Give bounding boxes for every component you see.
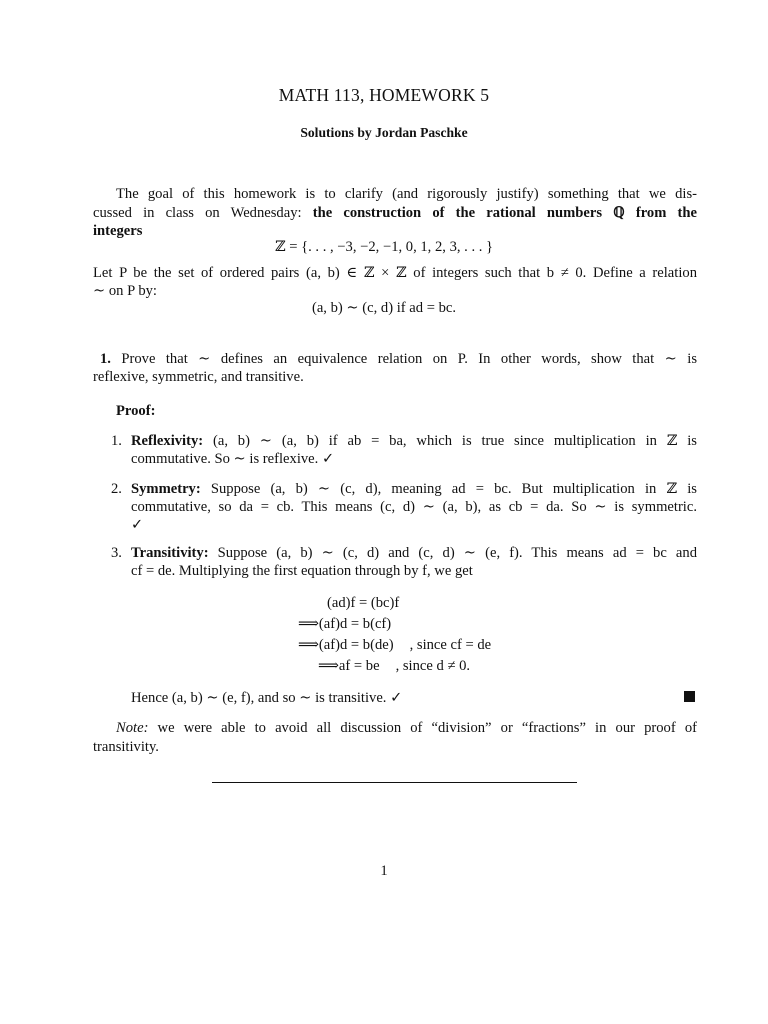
author-line: Solutions by Jordan Paschke xyxy=(300,125,468,140)
intro-line-2-text: cussed in class on Wednesday: xyxy=(93,205,313,221)
proof-item-number-2: 2. xyxy=(111,481,122,497)
derivation-eq-4: af = be xyxy=(338,658,380,674)
note-line-2: transitivity. xyxy=(93,739,159,755)
proof-item-reflexivity-line-2: commutative. So ∼ is reflexive. ✓ xyxy=(131,451,335,467)
derivation-eq-3: (af)d = b(de) xyxy=(318,637,394,653)
implies-symbol: ⟹ xyxy=(298,637,319,653)
problem-number: 1. xyxy=(100,351,111,367)
problem-text: Prove that ∼ defines an equivalence relation on P. In other words, show that ∼ is xyxy=(121,351,697,367)
symmetry-text: Suppose (a, b) ∼ (c, d), meaning ad = bc. But multiplication in ℤ is xyxy=(210,481,697,497)
derivation-line-2 xyxy=(298,615,391,634)
page-number: 1 xyxy=(380,863,388,879)
transitivity-conclusion: Hence (a, b) ∼ (e, f), and so ∼ is transitive. ✓ xyxy=(131,690,403,706)
intro-line-2-bold: the construction of the rational numbers ℚ from the xyxy=(312,205,697,221)
intro-line-1: The goal of this homework is to clarify (and rigorously justify) something that we dis- xyxy=(116,186,697,202)
relation-line-2: ∼ on P by: xyxy=(93,283,157,299)
qed-box-icon xyxy=(684,691,695,702)
note-label: Note: xyxy=(116,720,149,736)
derivation-line-3 xyxy=(298,636,491,655)
transitivity-text: Suppose (a, b) ∼ (c, d) and (c, d) ∼ (e, f). This means ad = bc and xyxy=(217,545,697,561)
transitivity-label: Transitivity: xyxy=(131,545,209,561)
symmetry-label: Symmetry: xyxy=(131,481,201,497)
derivation-line-1 xyxy=(327,594,399,613)
proof-item-symmetry-line-2: commutative, so da = cb. This means (c, d) ∼ (a, b), as cb = da. So ∼ is symmetric. xyxy=(131,499,697,515)
implies-symbol: ⟹ xyxy=(318,658,339,674)
proof-item-symmetry-line-3: ✓ xyxy=(131,517,144,533)
intro-line-2 xyxy=(93,204,697,223)
proof-item-transitivity-line-2: cf = de. Multiplying the first equation through by f, we get xyxy=(131,563,473,579)
problem-statement-line-1 xyxy=(93,350,697,369)
problem-statement-line-2: reflexive, symmetric, and transitive. xyxy=(93,369,304,385)
section-divider xyxy=(212,782,577,783)
note-text: we were able to avoid all discussion of “division” or “fractions” in our proof of xyxy=(148,720,697,736)
proof-item-symmetry-line-1 xyxy=(131,480,697,499)
proof-heading: Proof: xyxy=(116,403,156,419)
relation-line-1: Let P be the set of ordered pairs (a, b) ∈ ℤ × ℤ of integers such that b ≠ 0. Define a relation xyxy=(93,265,697,281)
intro-line-3: integers xyxy=(93,223,143,239)
proof-item-number-1: 1. xyxy=(111,433,122,449)
derivation-note-3: , since cf = de xyxy=(409,637,492,653)
derivation-eq-2: (af)d = b(cf) xyxy=(318,616,392,632)
integers-set-display: ℤ = {. . . , −3, −2, −1, 0, 1, 2, 3, . . . } xyxy=(274,239,494,255)
note-line-1 xyxy=(93,719,697,738)
relation-definition: (a, b) ∼ (c, d) if ad = bc. xyxy=(311,300,457,316)
derivation-note-4: , since d ≠ 0. xyxy=(395,658,471,674)
proof-item-number-3: 3. xyxy=(111,545,122,561)
implies-symbol: ⟹ xyxy=(298,616,319,632)
derivation-line-4 xyxy=(318,657,470,676)
proof-item-reflexivity-line-1 xyxy=(131,432,697,451)
proof-item-transitivity-line-1 xyxy=(131,544,697,563)
derivation-eq-1: (ad)f = (bc)f xyxy=(327,595,400,611)
page-title: MATH 113, HOMEWORK 5 xyxy=(278,85,490,105)
reflexivity-text: (a, b) ∼ (a, b) if ab = ba, which is true since multiplication in ℤ is xyxy=(212,433,697,449)
reflexivity-label: Reflexivity: xyxy=(131,433,204,449)
